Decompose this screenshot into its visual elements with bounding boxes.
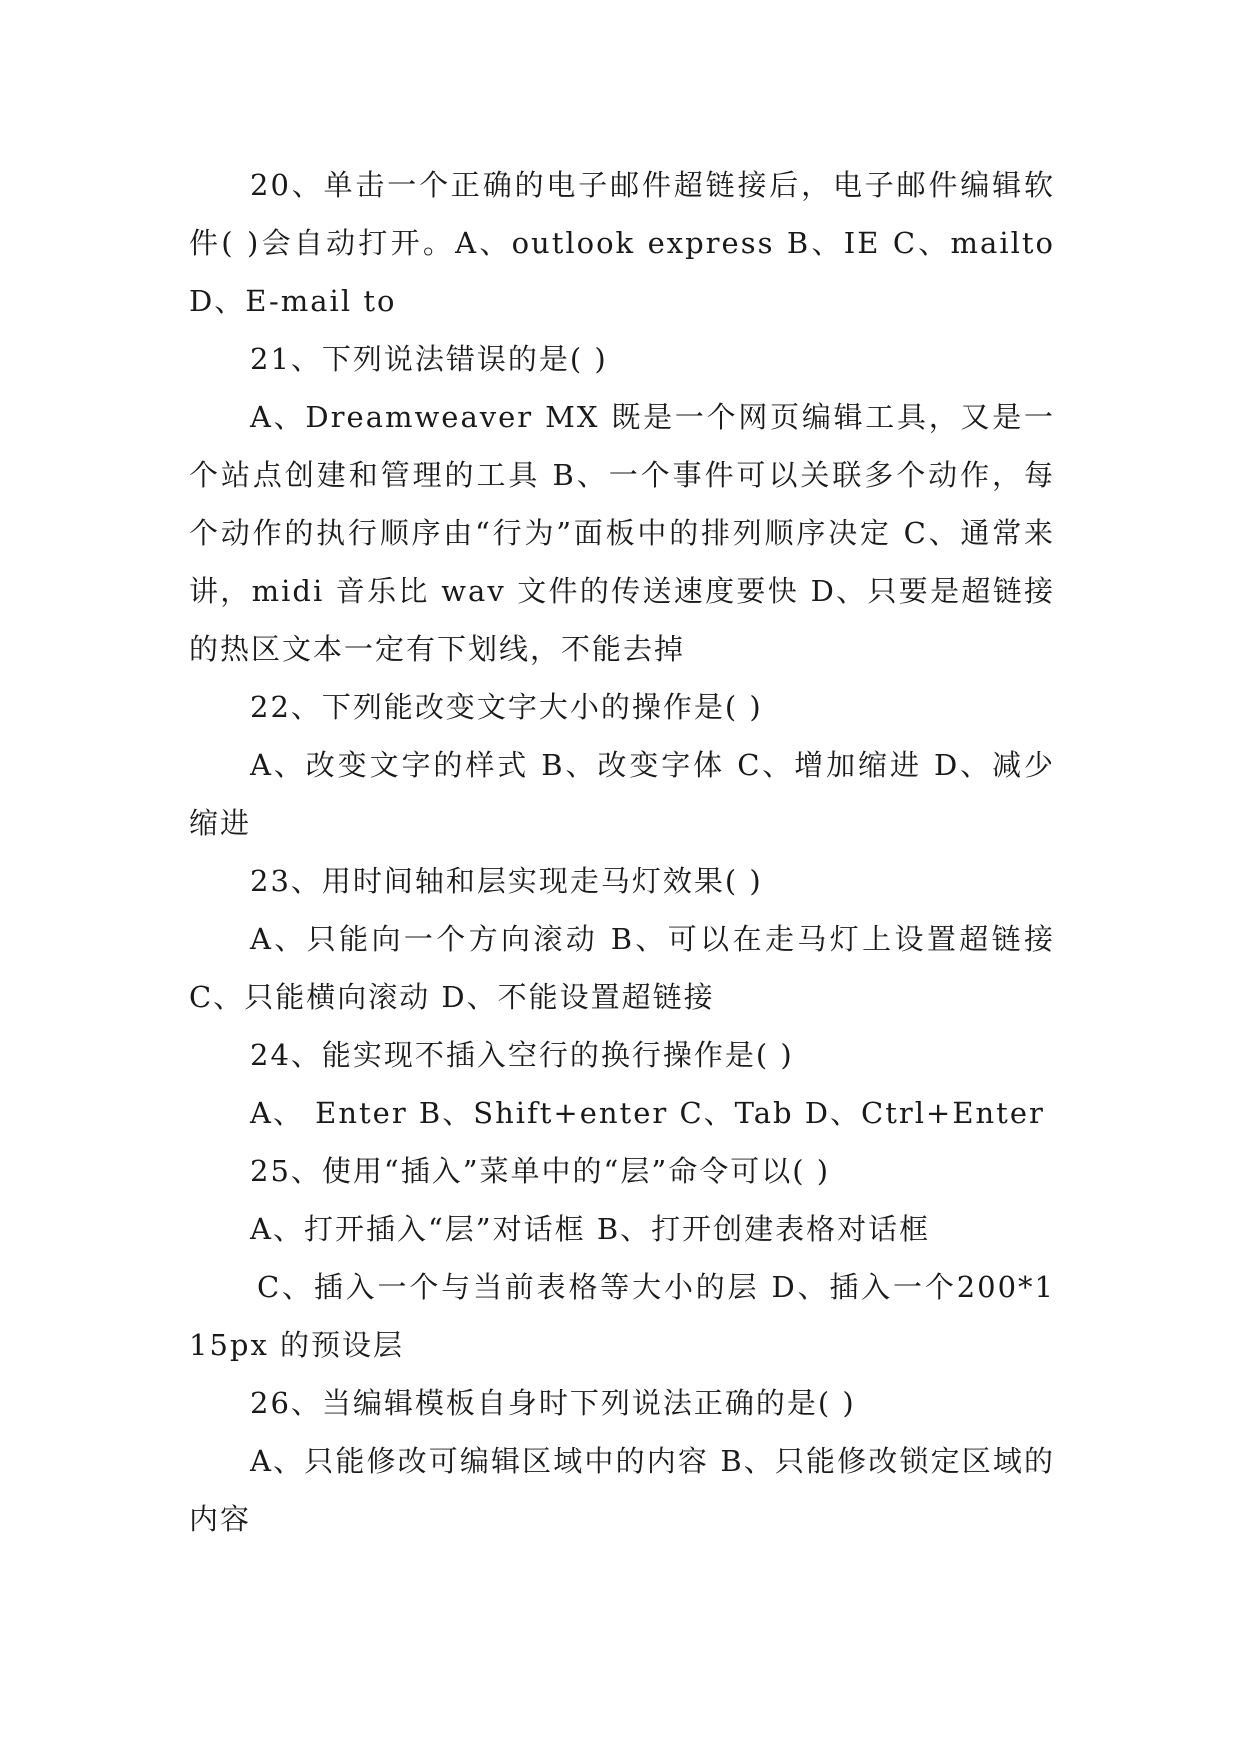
question-22-options: A、改变文字的样式 B、改变字体 C、增加缩进 D、减少缩进	[189, 748, 1055, 840]
question-20: 20、单击一个正确的电子邮件超链接后，电子邮件编辑软件( )会自动打开。A、outlook express B、IE C、mailto D、E-mail to	[189, 168, 1055, 318]
question-25: 25、使用“插入”菜单中的“层”命令可以( )	[250, 1154, 831, 1188]
question-21: 21、下列说法错误的是( )	[250, 342, 608, 376]
question-23: 23、用时间轴和层实现走马灯效果( )	[250, 864, 763, 898]
question-25-options-cd: C、插入一个与当前表格等大小的层 D、插入一个200*115px 的预设层	[189, 1270, 1055, 1362]
question-22: 22、下列能改变文字大小的操作是( )	[250, 690, 763, 724]
question-26: 26、当编辑模板自身时下列说法正确的是( )	[250, 1386, 856, 1420]
document-page	[189, 156, 1055, 1548]
question-25-options-ab: A、打开插入“层”对话框 B、打开创建表格对话框	[250, 1212, 931, 1246]
question-24-options: A、 Enter B、Shift+enter C、Tab D、Ctrl+Enter	[250, 1096, 1045, 1130]
question-24: 24、能实现不插入空行的换行操作是( )	[250, 1038, 794, 1072]
question-23-options: A、只能向一个方向滚动 B、可以在走马灯上设置超链接 C、只能横向滚动 D、不能设置超链接	[189, 922, 1055, 1014]
question-21-options: A、Dreamweaver MX 既是一个网页编辑工具，又是一个站点创建和管理的工具 B、一个事件可以关联多个动作，每个动作的执行顺序由“行为”面板中的排列顺序决定 C、通常来讲，midi 音乐比 wav 文件的传送速度要快 D、只要是超链接的热区文本一定有下划线，不能去掉	[189, 400, 1055, 666]
question-26-options: A、只能修改可编辑区域中的内容 B、只能修改锁定区域的内容	[189, 1444, 1055, 1536]
